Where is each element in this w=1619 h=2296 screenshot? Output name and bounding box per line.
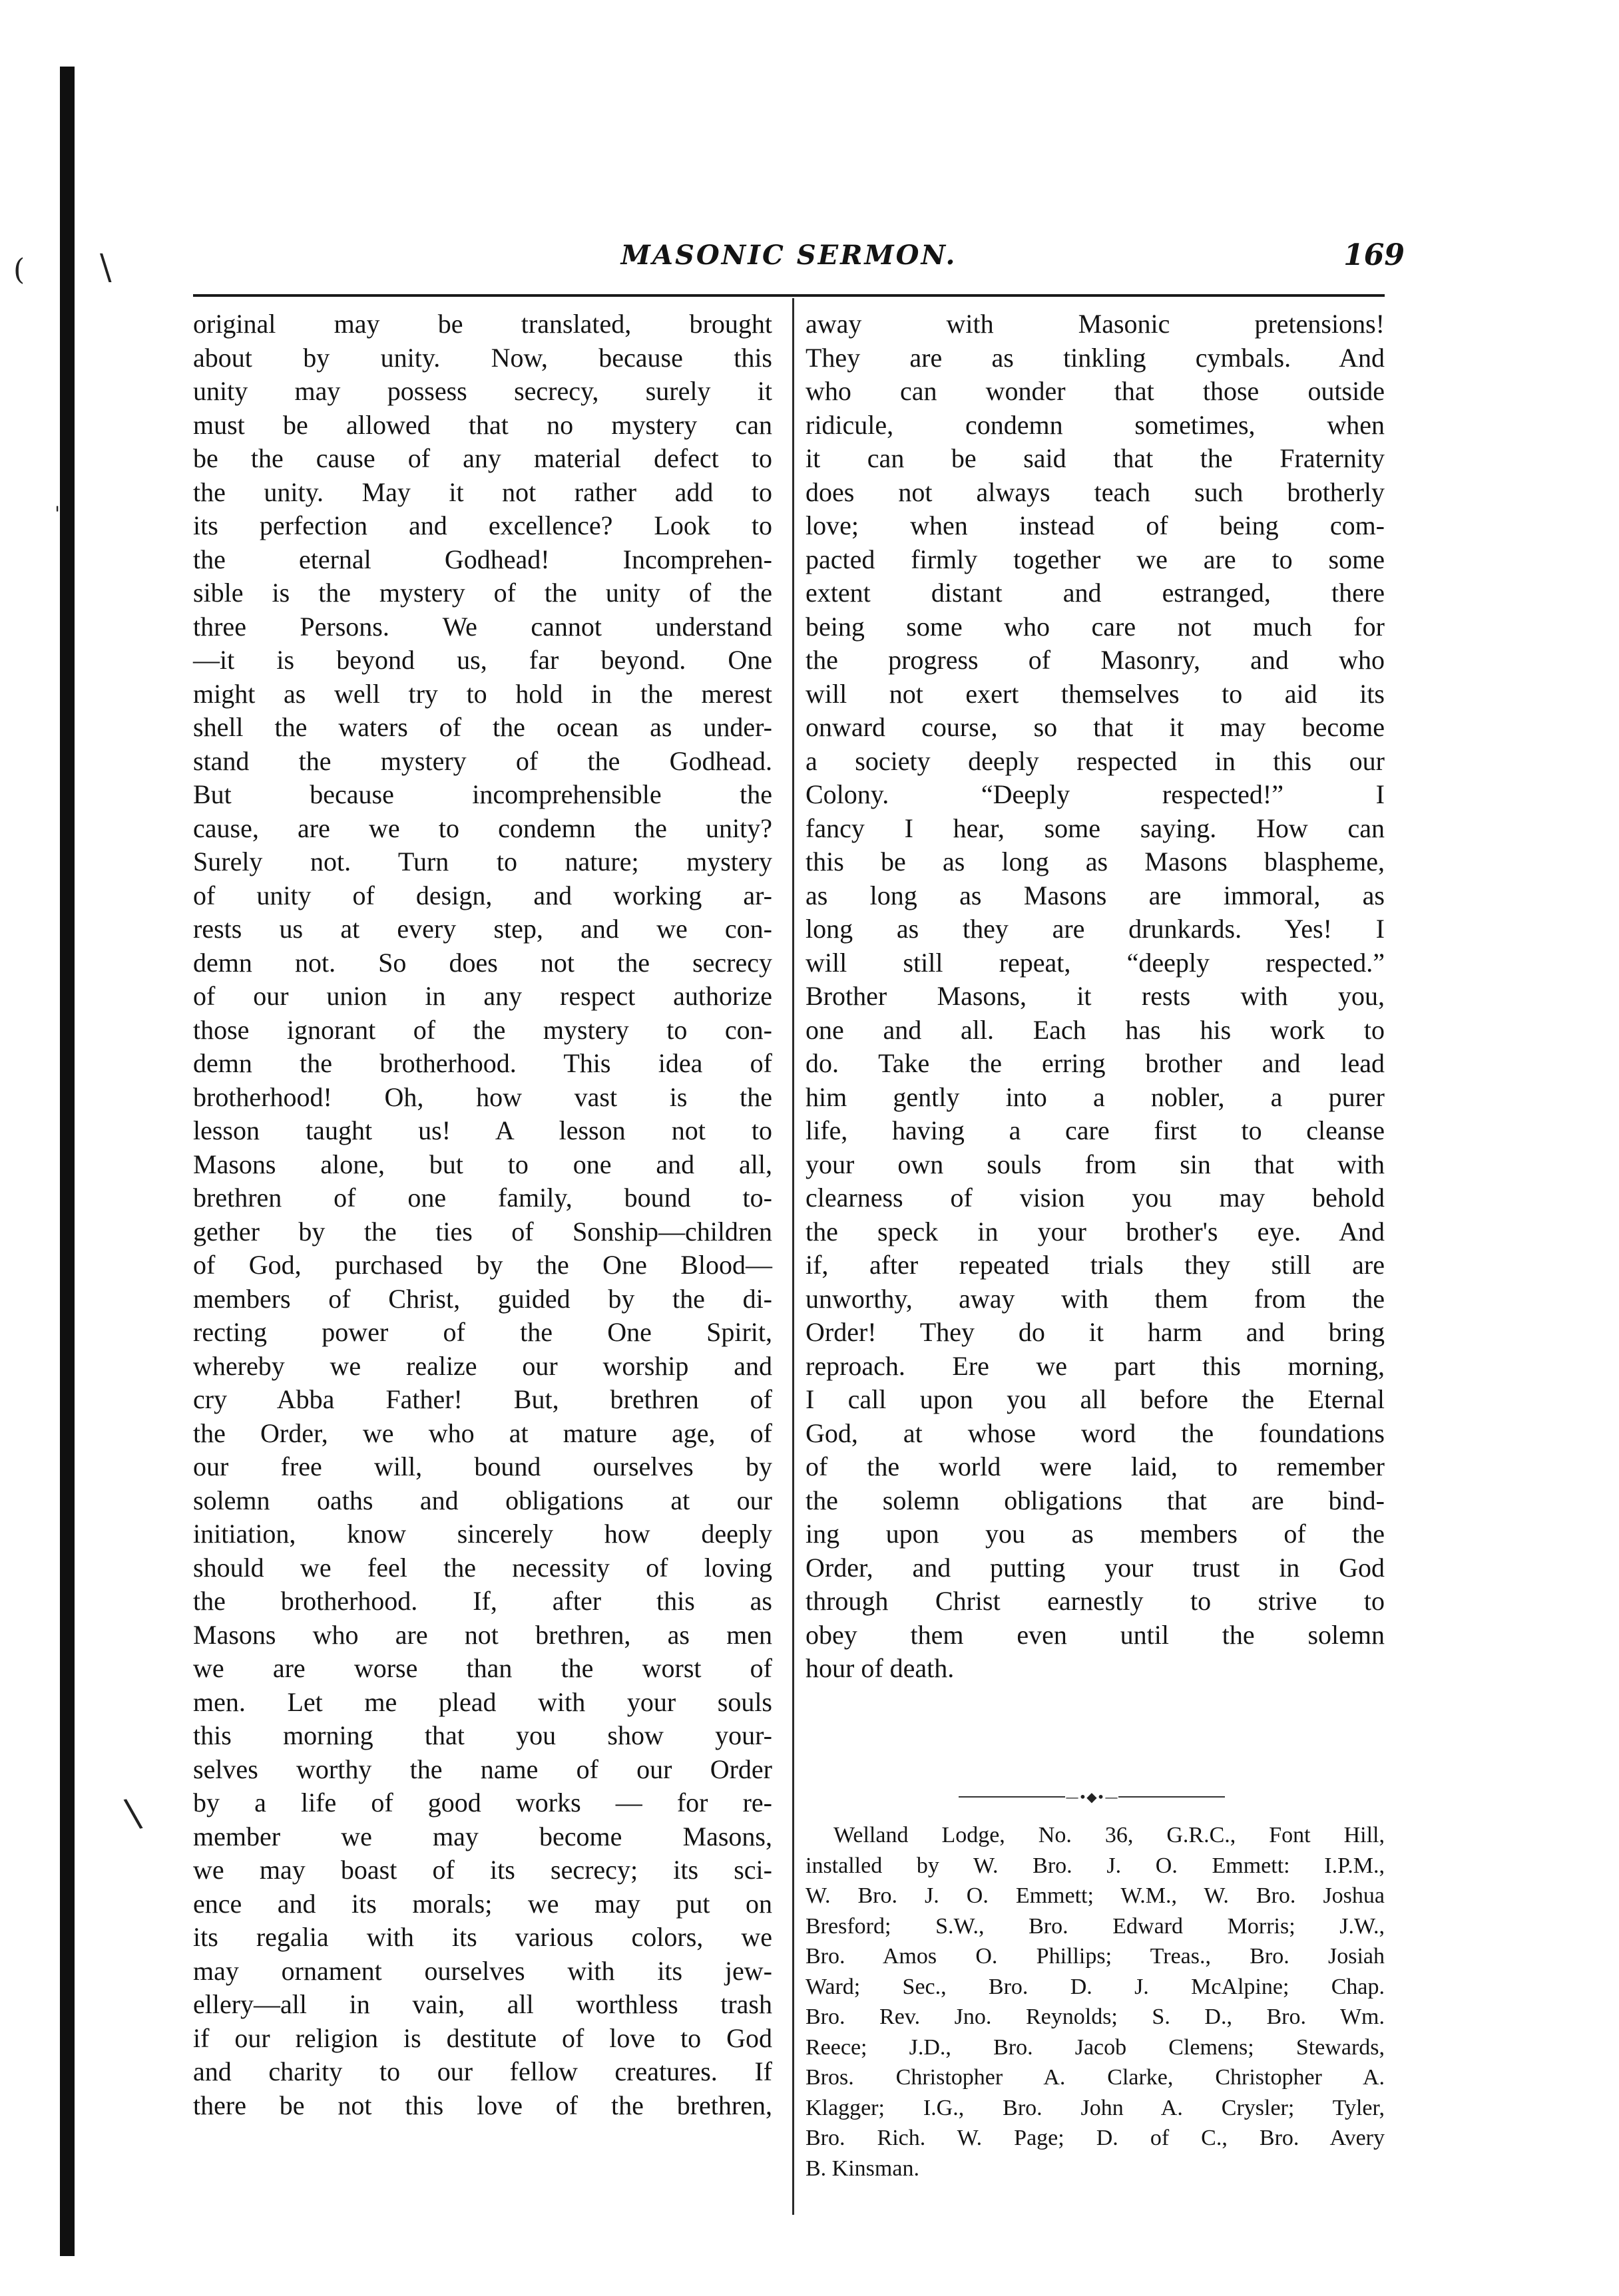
text-line: reproach. Ere we part this morning,: [806, 1350, 1385, 1381]
text-line: might as well try to hold in the merest: [193, 678, 772, 709]
text-line: Colony. “Deeply respected!” I: [806, 779, 1385, 809]
text-line: by a life of good works — for re-: [193, 1788, 772, 1818]
text-line: Masons alone, but to one and all,: [193, 1149, 772, 1179]
text-line: it can be said that the Fraternity: [806, 443, 1385, 473]
text-line: the unity. May it not rather add to: [193, 477, 772, 507]
text-line: fancy I hear, some saying. How can: [806, 813, 1385, 843]
header-rule: [193, 294, 1385, 297]
text-line: cry Abba Father! But, brethren of: [193, 1384, 772, 1414]
text-line: ing upon you as members of the: [806, 1519, 1385, 1549]
text-line: Bro. Rich. W. Page; D. of C., Bro. Avery: [806, 2126, 1385, 2150]
text-line: does not always teach such brotherly: [806, 477, 1385, 507]
text-line: member we may become Masons,: [193, 1821, 772, 1851]
text-line: gether by the ties of Sonship—children: [193, 1216, 772, 1246]
text-line: the eternal Godhead! Incomprehen-: [193, 544, 772, 574]
text-line: through Christ earnestly to strive to: [806, 1586, 1385, 1616]
text-line: demn not. So does not the secrecy: [193, 947, 772, 978]
text-line: of unity of design, and working ar-: [193, 880, 772, 910]
text-line: our free will, bound ourselves by: [193, 1451, 772, 1481]
text-line: ellery—all in vain, all worthless trash: [193, 1989, 772, 2019]
text-line: whereby we realize our worship and: [193, 1350, 772, 1381]
running-head: [193, 238, 1405, 293]
text-line: W. Bro. J. O. Emmett; W.M., W. Bro. Joshua: [806, 1883, 1385, 1908]
text-line: this morning that you show your-: [193, 1720, 772, 1750]
lodge-installation-notice: [806, 1820, 1385, 2184]
text-line: must be allowed that no mystery can: [193, 409, 772, 440]
text-line: its perfection and excellence? Look to: [193, 510, 772, 540]
margin-mark: \: [100, 248, 112, 287]
text-line: away with Masonic pretensions!: [806, 309, 1385, 339]
text-line: demn the brotherhood. This idea of: [193, 1048, 772, 1078]
text-line: we are worse than the worst of: [193, 1653, 772, 1683]
separator-ornament: —•◆•—: [1065, 1789, 1118, 1805]
text-line: Surely not. Turn to nature; mystery: [193, 847, 772, 876]
text-line: Bros. Christopher A. Clarke, Christopher A.: [806, 2065, 1385, 2090]
text-line: there be not this love of the brethren,: [193, 2090, 772, 2120]
text-line: ridicule, condemn sometimes, when: [806, 409, 1385, 440]
text-line: solemn oaths and obligations at our: [193, 1485, 772, 1515]
text-line: initiation, know sincerely how deeply: [193, 1519, 772, 1549]
text-line: hour of death.: [806, 1653, 955, 1683]
text-line: They are as tinkling cymbals. And: [806, 342, 1385, 373]
text-line: brotherhood! Oh, how vast is the: [193, 1081, 772, 1112]
text-line: Bro. Rev. Jno. Reynolds; S. D., Bro. Wm.: [806, 2005, 1385, 2029]
text-line: one and all. Each has his work to: [806, 1014, 1385, 1045]
text-line: sible is the mystery of the unity of the: [193, 578, 772, 608]
text-line: this be as long as Masons blaspheme,: [806, 847, 1385, 876]
margin-mark: ': [55, 502, 61, 526]
text-line: do. Take the erring brother and lead: [806, 1048, 1385, 1078]
text-line: who can wonder that those outside: [806, 376, 1385, 406]
text-line: a society deeply respected in this our: [806, 745, 1385, 776]
text-line: onward course, so that it may become: [806, 712, 1385, 742]
text-line: shell the waters of the ocean as under-: [193, 712, 772, 742]
text-line: those ignorant of the mystery to con-: [193, 1014, 772, 1045]
text-line: B. Kinsman.: [806, 2156, 919, 2181]
text-line: God, at whose word the foundations: [806, 1418, 1385, 1448]
text-line: pacted firmly together we are to some: [806, 544, 1385, 574]
text-line: I call upon you all before the Eternal: [806, 1384, 1385, 1414]
text-line: Klagger; I.G., Bro. John A. Crysler; Tyler,: [806, 2095, 1385, 2120]
text-line: extent distant and estranged, there: [806, 578, 1385, 608]
text-line: be the cause of any material defect to: [193, 443, 772, 473]
text-line: we may boast of its secrecy; its sci-: [193, 1855, 772, 1885]
text-line: obey them even until the solemn: [806, 1619, 1385, 1650]
binding-edge: [60, 67, 75, 2256]
text-line: cause, are we to condemn the unity?: [193, 813, 772, 843]
text-line: Bresford; S.W., Bro. Edward Morris; J.W.,: [806, 1913, 1385, 1939]
text-line: if our religion is destitute of love to God: [193, 2022, 772, 2053]
text-line: may ornament ourselves with its jew-: [193, 1955, 772, 1986]
text-line: Ward; Sec., Bro. D. J. McAlpine; Chap.: [806, 1974, 1385, 1999]
text-line: the speck in your brother's eye. And: [806, 1216, 1385, 1246]
text-column-right: [806, 307, 1385, 1686]
margin-mark: \: [122, 1789, 144, 1837]
text-line: the Order, we who at mature age, of: [193, 1418, 772, 1448]
text-line: Bro. Amos O. Phillips; Treas., Bro. Josiah: [806, 1944, 1385, 1969]
text-line: Reece; J.D., Bro. Jacob Clemens; Stewards,: [806, 2034, 1385, 2060]
text-line: unworthy, away with them from the: [806, 1283, 1385, 1314]
text-line: recting power of the One Spirit,: [193, 1317, 772, 1347]
text-line: But because incomprehensible the: [193, 779, 772, 809]
text-line: Masons who are not brethren, as men: [193, 1619, 772, 1650]
text-line: being some who care not much for: [806, 611, 1385, 642]
text-line: —it is beyond us, far beyond. One: [193, 645, 772, 675]
text-line: life, having a care first to cleanse: [806, 1115, 1385, 1145]
text-line: him gently into a nobler, a purer: [806, 1081, 1385, 1112]
text-line: will still repeat, “deeply respected.”: [806, 947, 1385, 978]
text-line: stand the mystery of the Godhead.: [193, 745, 772, 776]
text-line: Welland Lodge, No. 36, G.R.C., Font Hill,: [833, 1823, 1385, 1847]
text-line: should we feel the necessity of loving: [193, 1552, 772, 1583]
text-line: of the world were laid, to remember: [806, 1451, 1385, 1481]
text-line: Order! They do it harm and bring: [806, 1317, 1385, 1347]
section-separator: [959, 1790, 1225, 1804]
text-line: your own souls from sin that with: [806, 1149, 1385, 1179]
text-line: long as they are drunkards. Yes! I: [806, 914, 1385, 944]
text-line: will not exert themselves to aid its: [806, 678, 1385, 709]
text-line: its regalia with its various colors, we: [193, 1922, 772, 1952]
text-line: love; when instead of being com-: [806, 510, 1385, 540]
text-line: the brotherhood. If, after this as: [193, 1586, 772, 1616]
text-line: ence and its morals; we may put on: [193, 1888, 772, 1919]
text-line: Brother Masons, it rests with you,: [806, 981, 1385, 1011]
text-line: three Persons. We cannot understand: [193, 611, 772, 642]
text-line: selves worthy the name of our Order: [193, 1754, 772, 1784]
text-line: brethren of one family, bound to-: [193, 1183, 772, 1213]
text-line: clearness of vision you may behold: [806, 1183, 1385, 1213]
text-line: the solemn obligations that are bind-: [806, 1485, 1385, 1515]
column-divider: [792, 298, 794, 2215]
text-line: about by unity. Now, because this: [193, 342, 772, 373]
text-line: lesson taught us! A lesson not to: [193, 1115, 772, 1145]
text-line: of God, purchased by the One Blood—: [193, 1250, 772, 1280]
text-line: men. Let me plead with your souls: [193, 1686, 772, 1717]
text-line: and charity to our fellow creatures. If: [193, 2056, 772, 2086]
text-line: of our union in any respect authorize: [193, 981, 772, 1011]
text-line: Order, and putting your trust in God: [806, 1552, 1385, 1583]
text-line: installed by W. Bro. J. O. Emmett: I.P.M.,: [806, 1853, 1385, 1878]
text-line: members of Christ, guided by the di-: [193, 1283, 772, 1314]
text-column-left: [193, 307, 772, 2122]
text-line: as long as Masons are immoral, as: [806, 880, 1385, 910]
page-title: MASONIC SERMON.: [620, 240, 957, 271]
text-line: if, after repeated trials they still are: [806, 1250, 1385, 1280]
page-number: 169: [1343, 238, 1405, 272]
text-line: rests us at every step, and we con-: [193, 914, 772, 944]
text-line: unity may possess secrecy, surely it: [193, 376, 772, 406]
margin-mark: (: [13, 253, 25, 287]
text-line: the progress of Masonry, and who: [806, 645, 1385, 675]
text-line: original may be translated, brought: [193, 309, 772, 339]
